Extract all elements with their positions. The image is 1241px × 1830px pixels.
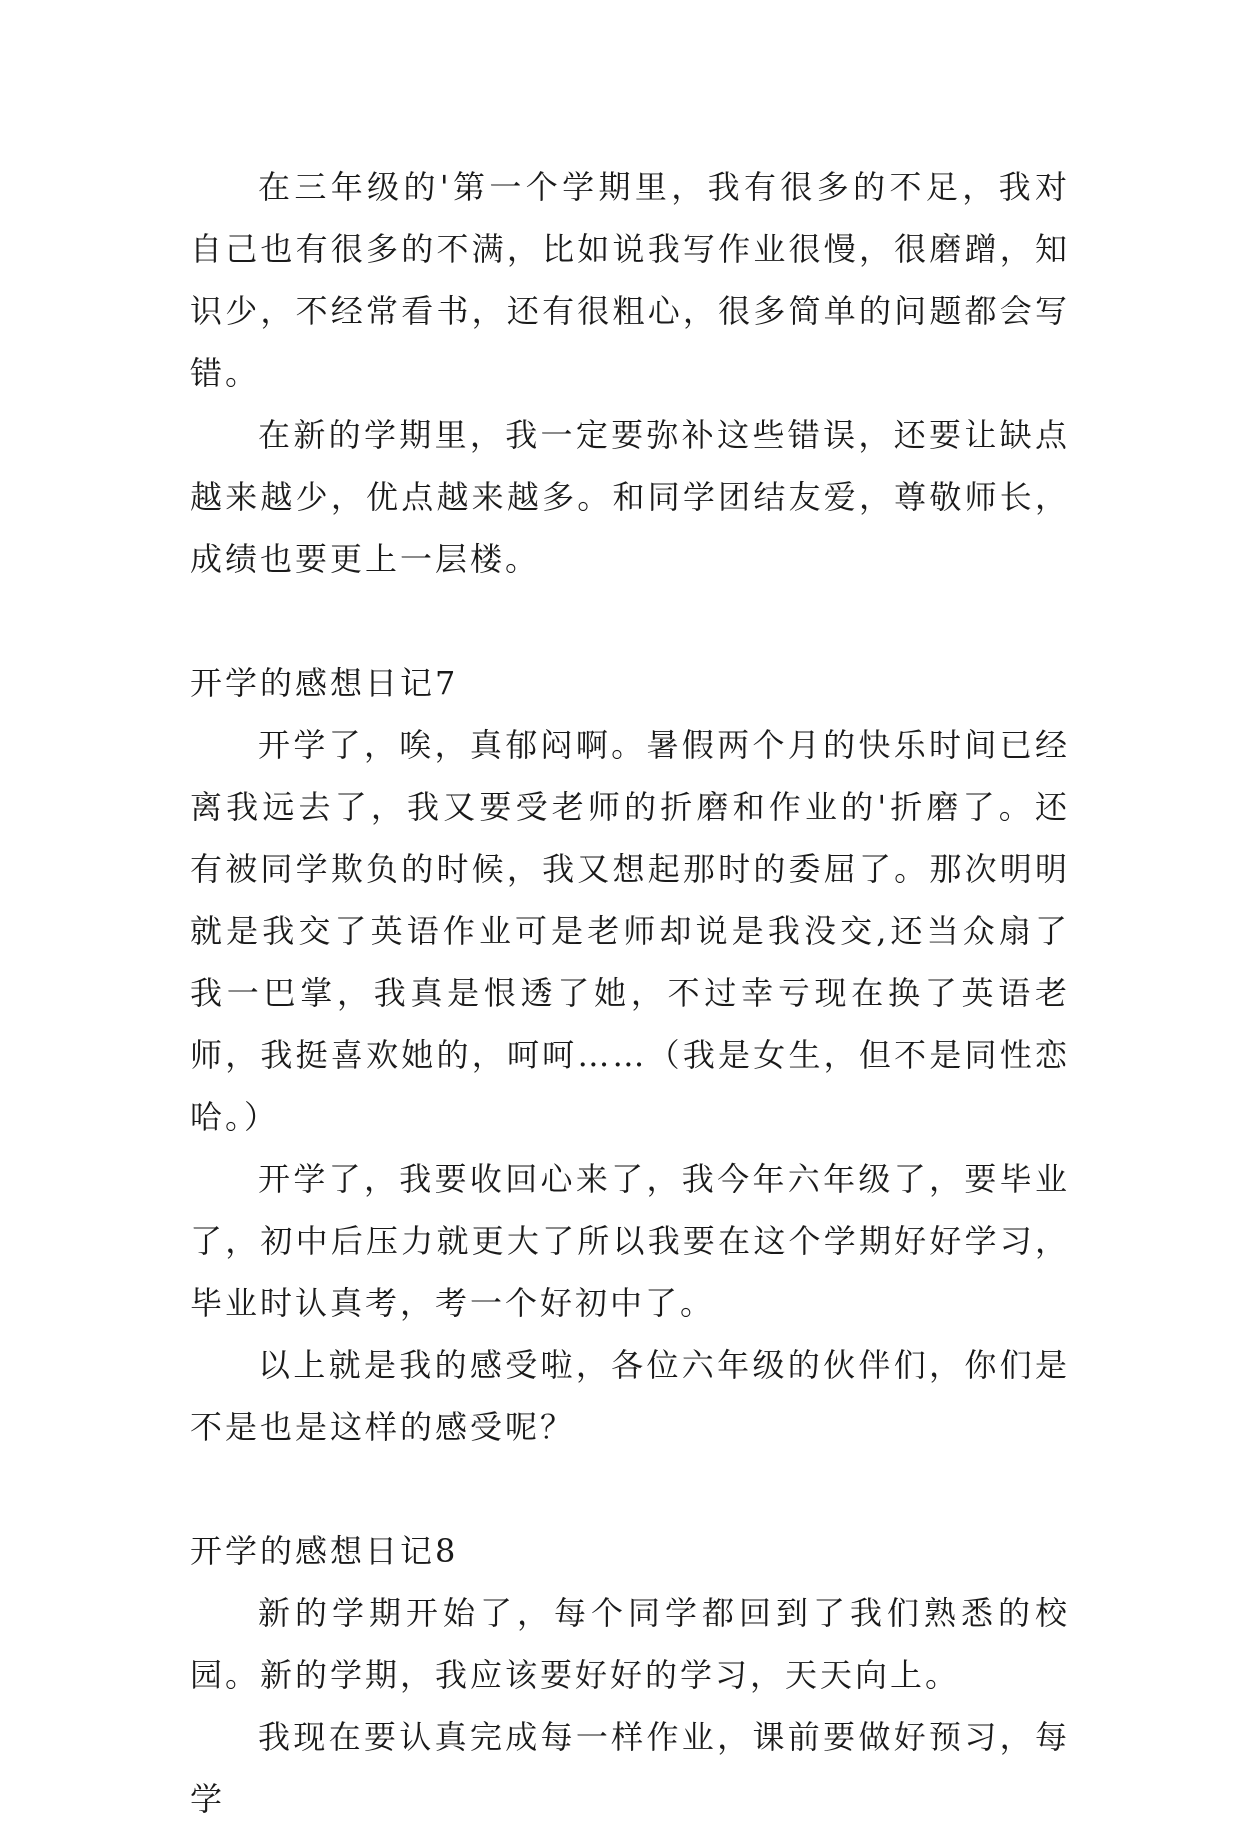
section-title-diary-8: 开学的感想日记8 xyxy=(190,1532,459,1570)
section-title-diary-7: 开学的感想日记7 xyxy=(190,664,459,702)
document-body xyxy=(190,156,1070,1830)
paragraph-new-semester-start: 新的学期开始了，每个同学都回到了我们熟悉的校园。新的学期，我应该要好好的学习，天天向上。 xyxy=(190,1594,1070,1694)
paragraph-new-semester-goals: 在新的学期里，我一定要弥补这些错误，还要让缺点越来越少，优点越来越多。和同学团结友爱，尊敬师长，成绩也要更上一层楼。 xyxy=(190,416,1070,578)
paragraph-sixth-grade-plan: 开学了，我要收回心来了，我今年六年级了，要毕业了，初中后压力就更大了所以我要在这个学期好好学习，毕业时认真考，考一个好初中了。 xyxy=(190,1160,1070,1322)
paragraph-summer-over: 开学了，唉，真郁闷啊。暑假两个月的快乐时间已经离我远去了，我又要受老师的折磨和作业的'折磨了。还有被同学欺负的时候，我又想起那时的委屈了。那次明明就是我交了英语作业可是老师却说是我没交,还当众扇了我一巴掌，我真是恨透了她，不过幸亏现在换了英语老师，我挺喜欢她的，呵呵……（我是女生，但不是同性恋哈。） xyxy=(190,726,1070,1136)
paragraph-closing-question: 以上就是我的感受啦，各位六年级的伙伴们，你们是不是也是这样的感受呢？ xyxy=(190,1346,1070,1446)
paragraph-grade-three-shortcomings: 在三年级的'第一个学期里，我有很多的不足，我对自己也有很多的不满，比如说我写作业很慢，很磨蹭，知识少，不经常看书，还有很粗心，很多简单的问题都会写错。 xyxy=(190,168,1070,392)
paragraph-homework-plan: 我现在要认真完成每一样作业，课前要做好预习，每学 xyxy=(190,1718,1070,1818)
